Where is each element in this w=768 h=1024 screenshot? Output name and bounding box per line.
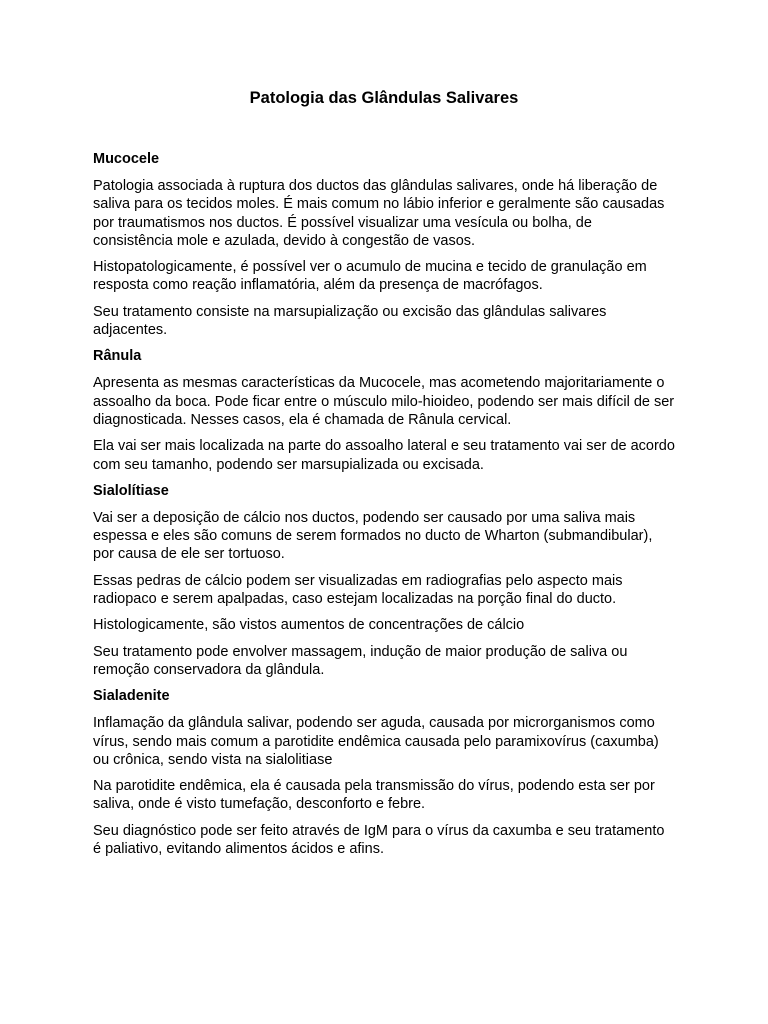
document-title: Patologia das Glândulas Salivares <box>249 89 519 107</box>
paragraph: Seu tratamento consiste na marsupialização ou excisão das glândulas salivares adjacentes. <box>93 303 607 339</box>
paragraph: Vai ser a deposição de cálcio nos ductos, podendo ser causado por uma saliva mais espessa e eles são comuns de serem formados no ducto de Wharton (submandibular), por causa de ele ser tortuoso. <box>93 509 653 563</box>
paragraph: Patologia associada à ruptura dos ductos das glândulas salivares, onde há liberação de saliva para os tecidos moles. É mais comum no lábio inferior e geralmente são causadas por traumatismos nos ductos. É possível visualizar uma vesícula ou bolha, de consistência mole e azulada, devido à congestão de vasos. <box>93 178 665 249</box>
section-sialolitiase <box>93 482 675 679</box>
paragraph: Ela vai ser mais localizada na parte do assoalho lateral e seu tratamento vai ser de acordo com seu tamanho, podendo ser marsupializada ou excisada. <box>93 438 675 473</box>
section-heading: Sialolítiase <box>93 482 169 499</box>
paragraph: Histopatologicamente, é possível ver o acumulo de mucina e tecido de granulação em resposta como reação inflamatória, além da presença de macrófagos. <box>93 259 647 294</box>
paragraph: Seu tratamento pode envolver massagem, indução de maior produção de saliva ou remoção conservadora da glândula. <box>93 643 628 678</box>
paragraph: Na parotidite endêmica, ela é causada pela transmissão do vírus, podendo esta ser por saliva, onde é visto tumefação, desconforto e febre. <box>93 778 655 813</box>
section-ranula <box>93 347 675 473</box>
section-heading: Sialadenite <box>93 688 170 705</box>
paragraph: Essas pedras de cálcio podem ser visualizadas em radiografias pelo aspecto mais radiopaco e serem apalpadas, caso estejam localizadas na porção final do ducto. <box>93 572 623 608</box>
paragraph: Inflamação da glândula salivar, podendo ser aguda, causada por microrganismos como vírus, sendo mais comum a parotidite endêmica causada pelo paramixovírus (caxumba) ou crônica, sendo vista na sialolitiase <box>93 715 659 768</box>
paragraph: Apresenta as mesmas características da Mucocele, mas acometendo majoritariamente o assoalho da boca. Pode ficar entre o músculo milo-hioideo, podendo ser mais difícil de ser diagnosticada. Nesses casos, ela é chamada de Rânula cervical. <box>93 375 675 428</box>
section-mucocele <box>93 150 675 339</box>
paragraph: Seu diagnóstico pode ser feito através de IgM para o vírus da caxumba e seu tratamento é paliativo, evitando alimentos ácidos e afins. <box>93 822 665 858</box>
section-heading: Rânula <box>93 348 142 365</box>
section-sialadenite <box>93 687 675 858</box>
section-heading: Mucocele <box>93 151 160 167</box>
paragraph: Histologicamente, são vistos aumentos de concentrações de cálcio <box>93 617 525 634</box>
